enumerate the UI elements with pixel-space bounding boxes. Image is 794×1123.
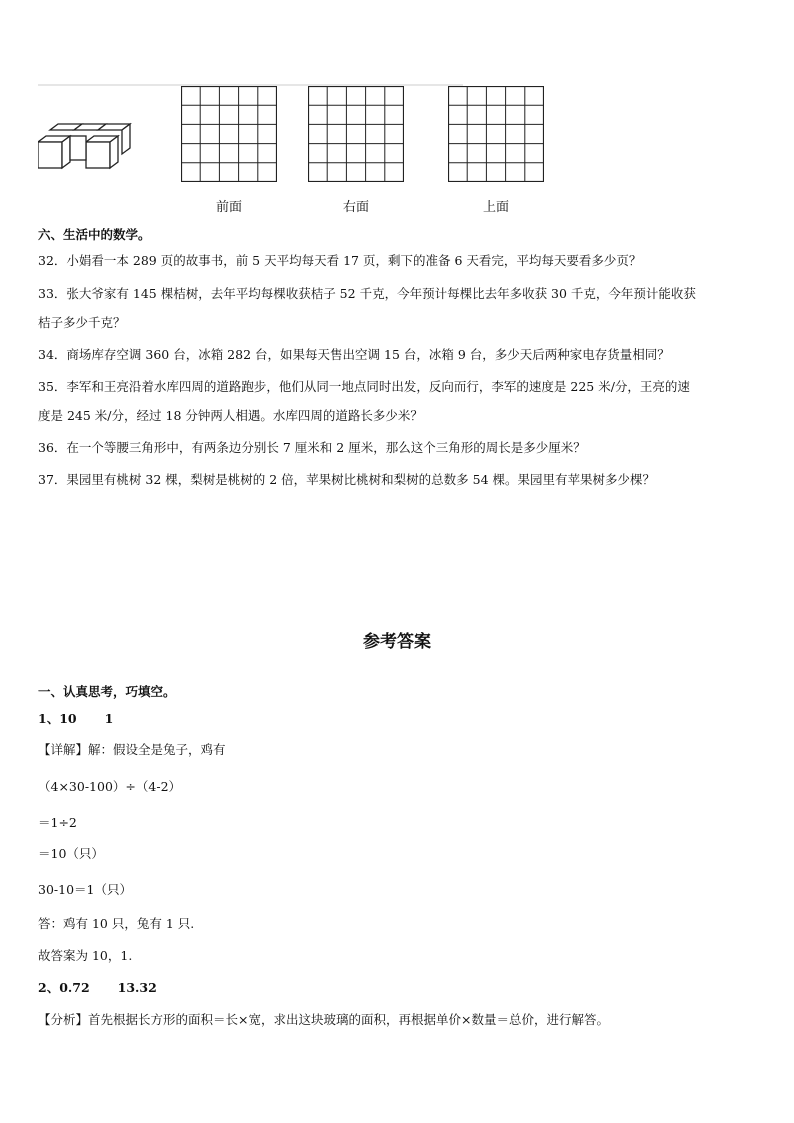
top-view-grid (448, 86, 544, 182)
answer-2-values (38, 978, 157, 996)
question-37: 37．果园里有桃树 32 棵，梨树是桃树的 2 倍，苹果树比桃树和梨树的总数多 54 棵。果园里有苹果树多少棵？ (38, 472, 656, 487)
answer-1-detail: 【详解】解：假设全是兔子，鸡有 (38, 742, 226, 757)
answer-2-first: 2、0.72 (38, 980, 90, 995)
answer-1-step-3: ＝10（只） (38, 846, 104, 861)
three-view-figure (38, 80, 758, 220)
answer-1-first: 1、10 (38, 711, 77, 726)
answer-2-analysis: 【分析】首先根据长方形的面积＝长×宽，求出这块玻璃的面积，再根据单价×数量＝总价，进行解答。 (38, 1012, 609, 1027)
answers-title: 参考答案 (363, 632, 431, 652)
question-33-line-1: 33．张大爷家有 145 棵桔树，去年平均每棵收获桔子 52 千克，今年预计每棵比去年多收获 30 千克，今年预计能收获 (38, 286, 696, 301)
answer-1-second: 1 (104, 711, 114, 726)
answer-2-second: 13.32 (117, 980, 157, 995)
answers-section-1-heading: 一、认真思考，巧填空。 (38, 684, 176, 699)
answer-1-values (38, 709, 113, 727)
answer-1-statement: 答：鸡有 10 只，兔有 1 只. (38, 916, 195, 931)
answer-1-step-2: ＝1÷2 (38, 815, 77, 830)
right-view-label: 右面 (342, 200, 369, 215)
answer-1-step-1: （4×30-100）÷（4-2） (38, 779, 182, 794)
cube-stack-drawing (38, 120, 138, 180)
question-32: 32．小娟看一本 289 页的故事书，前 5 天平均每天看 17 页，剩下的准备 6 天看完，平均每天要看多少页？ (38, 253, 642, 268)
answer-1-step-4: 30-10＝1（只） (38, 882, 132, 897)
right-view-grid (308, 86, 404, 182)
front-view-grid (181, 86, 277, 182)
question-36: 36．在一个等腰三角形中，有两条边分别长 7 厘米和 2 厘米，那么这个三角形的周长是多少厘米？ (38, 440, 586, 455)
section-6-heading: 六、生活中的数学。 (38, 227, 151, 242)
question-35-line-1: 35．李军和王亮沿着水库四周的道路跑步，他们从同一地点同时出发，反向而行，李军的速度是 225 米/分，王亮的速 (38, 379, 690, 394)
question-33-line-2: 桔子多少千克？ (38, 315, 126, 330)
question-35-line-2: 度是 245 米/分，经过 18 分钟两人相遇。水库四周的道路长多少米？ (38, 408, 423, 423)
top-view-label: 上面 (482, 200, 509, 215)
front-view-label: 前面 (215, 200, 242, 215)
question-34: 34．商场库存空调 360 台，冰箱 282 台，如果每天售出空调 15 台，冰箱 9 台，多少天后两种家电存货量相同？ (38, 347, 670, 362)
answer-1-final: 故答案为 10，1. (38, 948, 133, 963)
